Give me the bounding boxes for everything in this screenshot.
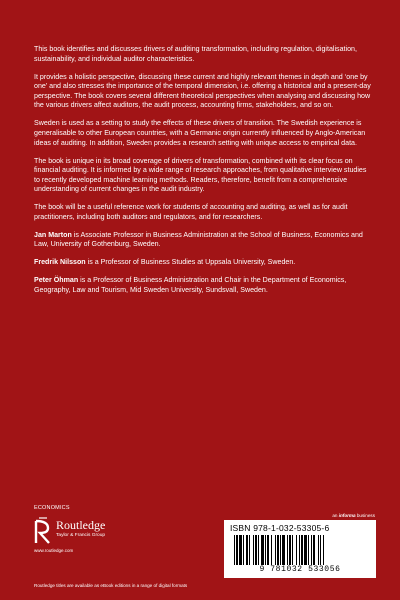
barcode-digits: 9 781032 533056 [259,565,341,574]
publisher-url: www.routledge.com [34,548,74,553]
informa-brand: informa [338,513,356,518]
blurb-paragraph: The book is unique in its broad coverage of drivers of transformation, combined with its clear focus on financial auditing. It is informed by a wide range of research approaches, from qualitative interview studies to recently developed machine learning methods. Readers, therefore, benefit from a comprehensive understanding of current changes in the audit industry. [34,156,367,194]
subject-category: ECONOMICS [34,505,70,511]
blurb-paragraph: It provides a holistic perspective, discussing these current and highly relevant themes in depth and ‘one by one’ and also stresses the importance of the temporal dimension, i.e. offering a historical and a present-day perspective. The book covers several different theoretical perspectives when analysing and discussing how the various drivers affect auditors, the audit process, accounting firms, stakeholders, and so on. [34,72,371,110]
author-name: Peter Öhman [34,276,79,285]
author-bio-text: is Associate Professor in Business Administration at the School of Business, Economics and Law, University of Gothenburg, Sweden. [34,230,363,249]
author-name: Fredrik Nilsson [34,258,86,267]
barcode-bars [234,535,366,565]
author-name: Jan Marton [34,230,72,239]
isbn-barcode [224,520,376,578]
publisher-logo [34,515,174,555]
blurb-paragraph: Sweden is used as a setting to study the effects of these drivers of transition. The Swedish experience is generalisable to other European countries, with a Germanic origin currently influenced by Anglo-American ideas of auditing. In addition, Sweden provides a research setting with unique access to empirical data. [34,119,366,147]
author-bio-text: is a Professor of Business Administration and Chair in the Department of Economics, Geography, Law and Tourism, Mid Sweden University, Sundsvall, Sweden. [34,276,347,295]
routledge-emblem-icon [34,517,52,545]
informa-tagline: an informa business [332,513,375,518]
author-bio [34,231,374,250]
blurb-paragraph: The book will be a useful reference work for students of accounting and auditing, as well as for audit practitioners, including both auditors and regulators, and for researchers. [34,203,348,221]
author-bio [34,276,374,295]
publisher-group: Taylor & Francis Group [56,533,106,538]
author-bio-text: is a Professor of Business Studies at Uppsala University, Sweden. [85,258,296,267]
isbn-label: ISBN 978-1-032-53305-6 [230,523,330,533]
author-bio [34,258,374,268]
blurb-paragraph: This book identifies and discusses drivers of auditing transformation, including regulation, digitalisation, sustainability, and individual auditor characteristics. [34,45,357,63]
ebook-note: Routledge titles are available as eBook editions in a range of digital formats [34,583,188,588]
publisher-name: Routledge [56,518,106,532]
back-cover-text [34,45,374,304]
